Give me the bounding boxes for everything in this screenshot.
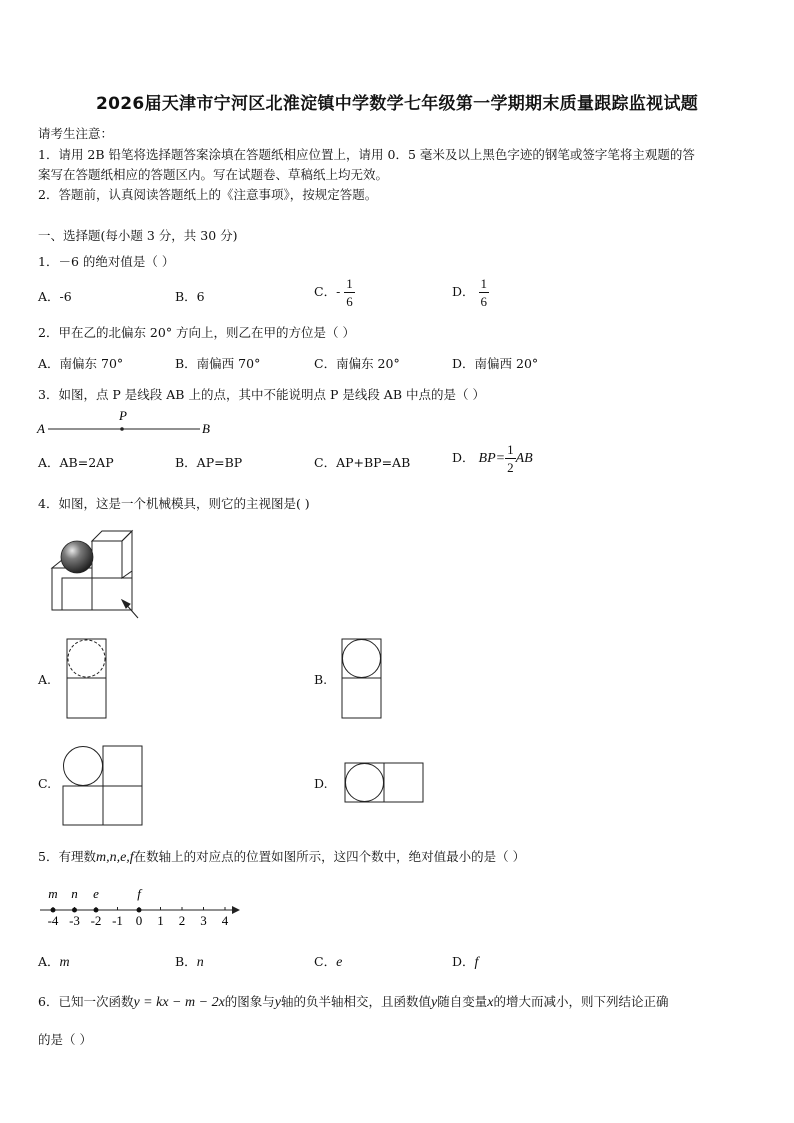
point-b-label: B [202,421,210,436]
q1-option-b: B．6 [175,289,205,304]
q5-stem-vars: m,n,e,f [95,850,134,865]
notice-item-1-line-2: 案写在答题纸相应的答题区内。写在试题卷、草稿纸上均无效。 [38,167,389,182]
q1-option-c-denominator: 6 [346,294,353,309]
q3-option-d-rhs: AB [515,451,533,466]
q6-part-2: 的图象与 [224,994,275,1009]
q6-y-var-2: y [431,995,438,1010]
q1-option-c-prefix: C．- [314,284,341,299]
q4-mold-figure [44,528,144,623]
q1-stem: 1．－6 的绝对值是（ ） [38,254,175,269]
lower-left-inner-face [62,578,92,610]
q2-option-d: D．南偏西 20° [452,356,539,371]
q5-option-d-var: f [474,955,479,970]
notice-item-1-line-1: 1．请用 2B 铅笔将选择题答案涂填在答题纸相应位置上，请用 0．5 毫米及以上黑色字迹的钢笔或签字笔将主观题的答 [38,147,695,162]
q5-stem-prefix: 5．有理数 [38,849,96,864]
point-a-label: A [37,421,45,436]
q6-part-1: 6．已知一次函数 [38,994,134,1009]
notice-heading: 请考生注意： [38,126,114,141]
point-n-dot [72,908,77,913]
q6-stem-line-2: 的是（ ） [38,1032,92,1047]
notice-item-2: 2．答题前，认真阅读答题纸上的《注意事项》，按规定答题。 [38,187,378,202]
q6-part-5: 的增大而减小，则下列结论正确 [493,994,669,1009]
point-f-dot [137,908,142,913]
option-d-circle [346,764,384,802]
q5-option-d-prefix: D． [452,954,475,969]
q3-segment-figure [36,408,216,438]
option-b-circle [343,640,381,678]
q3-stem: 3．如图，点 P 是线段 AB 上的点，其中不能说明点 P 是线段 AB 中点的是（ ） [38,387,485,402]
q3-option-d-prefix: D． [452,450,475,465]
option-c-bottom-right-square [103,786,142,825]
upper-block-side [122,531,132,578]
tick-label: 1 [157,913,164,928]
q5-number-line [38,880,248,930]
q1-option-c [314,277,355,308]
point-f-label: f [137,886,141,901]
q4-option-d-figure [344,762,426,804]
point-e-dot [94,908,99,913]
q6-y-var-1: y [274,995,282,1010]
option-c-bottom-left-square [63,786,103,825]
point-m-label: m [48,886,58,901]
q4-option-a-figure [66,638,108,720]
q6-x-var: x [487,995,494,1010]
sphere-ball [61,541,93,573]
tick-label: -4 [47,913,59,928]
upper-block-front [92,541,122,578]
lower-left-block-front [52,568,92,610]
tick-label: 0 [135,913,143,928]
q5-option-c [314,952,342,971]
point-e-label: e [93,886,99,901]
q1-option-d [452,277,489,308]
q4-option-c-figure [62,745,144,827]
point-p-dot [120,427,124,431]
q1-option-c-fraction [344,277,355,308]
q5-option-d [452,952,478,971]
q3-option-d [452,443,533,474]
q3-option-d-denominator: 2 [507,460,514,475]
q6-stem-line-1 [38,992,669,1011]
q3-option-d-numerator: 1 [507,442,514,457]
tick-label: -3 [69,913,80,928]
q6-part-4: 随自变量 [437,994,488,1009]
view-direction-arrow [122,600,138,618]
q2-option-c: C．南偏东 20° [314,356,400,371]
q5-stem-suffix: 在数轴上的对应点的位置如图所示，这四个数中，绝对值最小的是（ ） [133,849,526,864]
tick-label: -2 [90,913,102,928]
tick-label: 2 [178,913,186,928]
section-heading: 一、选择题(每小题 3 分，共 30 分) [38,228,238,243]
page-title: 2026届天津市宁河区北淮淀镇中学数学七年级第一学期期末质量跟踪监视试题 [95,94,699,114]
q3-option-d-fraction [505,443,516,474]
q3-option-d-lhs: BP [478,451,496,466]
tick-label: -1 [112,913,123,928]
q4-option-b-label: B. [314,672,328,687]
option-a-top-square [67,639,106,678]
q1-option-d-fraction [479,277,490,308]
q5-option-b-var: n [196,955,204,970]
q5-option-b-prefix: B． [175,954,197,969]
mold-blocks [52,531,132,610]
option-a-dashed-circle [68,640,105,677]
q4-option-a-label: A. [38,672,52,687]
q6-part-3: 轴的负半轴相交，且函数值 [281,994,432,1009]
number-line-points [48,886,143,913]
q5-option-c-prefix: C． [314,954,337,969]
q4-stem: 4．如图，这是一个机械模具，则它的主视图是( ) [38,496,310,511]
q3-option-b: B．AP=BP [175,455,243,470]
point-m-dot [51,908,56,913]
q5-option-c-var: e [336,955,343,970]
q1-option-c-numerator: 1 [346,276,353,291]
point-n-label: n [71,886,78,901]
q1-option-d-numerator: 1 [480,276,488,291]
q2-stem: 2．甲在乙的北偏东 20° 方向上，则乙在甲的方位是（ ） [38,325,356,340]
q2-option-b: B．南偏西 70° [175,356,261,371]
tick-label: 3 [200,913,207,928]
q1-option-d-prefix: D． [452,284,475,299]
q5-stem [38,847,525,866]
q6-function: y = kx − m − 2x [133,995,225,1010]
option-b-bottom-square [342,678,381,718]
q5-option-a [38,952,70,971]
point-p-label: P [119,408,127,423]
tick-label: 4 [221,913,229,928]
number-line-arrow [232,906,240,914]
q5-option-a-prefix: A． [38,954,60,969]
q1-option-a: A．-6 [38,289,72,304]
option-a-bottom-square [67,678,106,718]
upper-block-top [92,531,132,541]
q3-option-c: C．AP+BP=AB [314,455,411,470]
q5-option-a-var: m [59,955,70,970]
q3-option-a: A．AB=2AP [38,455,114,470]
option-c-circle [64,747,103,786]
option-d-right-square [384,763,423,802]
q4-option-c-label: C. [38,776,52,791]
q4-option-d-label: D. [314,776,328,791]
option-c-top-right-square [103,746,142,786]
q1-option-d-denominator: 6 [480,294,488,309]
q4-option-b-figure [341,638,383,720]
q3-option-d-equals: = [495,451,506,466]
q5-option-b [175,952,204,971]
q2-option-a: A．南偏东 70° [38,356,124,371]
